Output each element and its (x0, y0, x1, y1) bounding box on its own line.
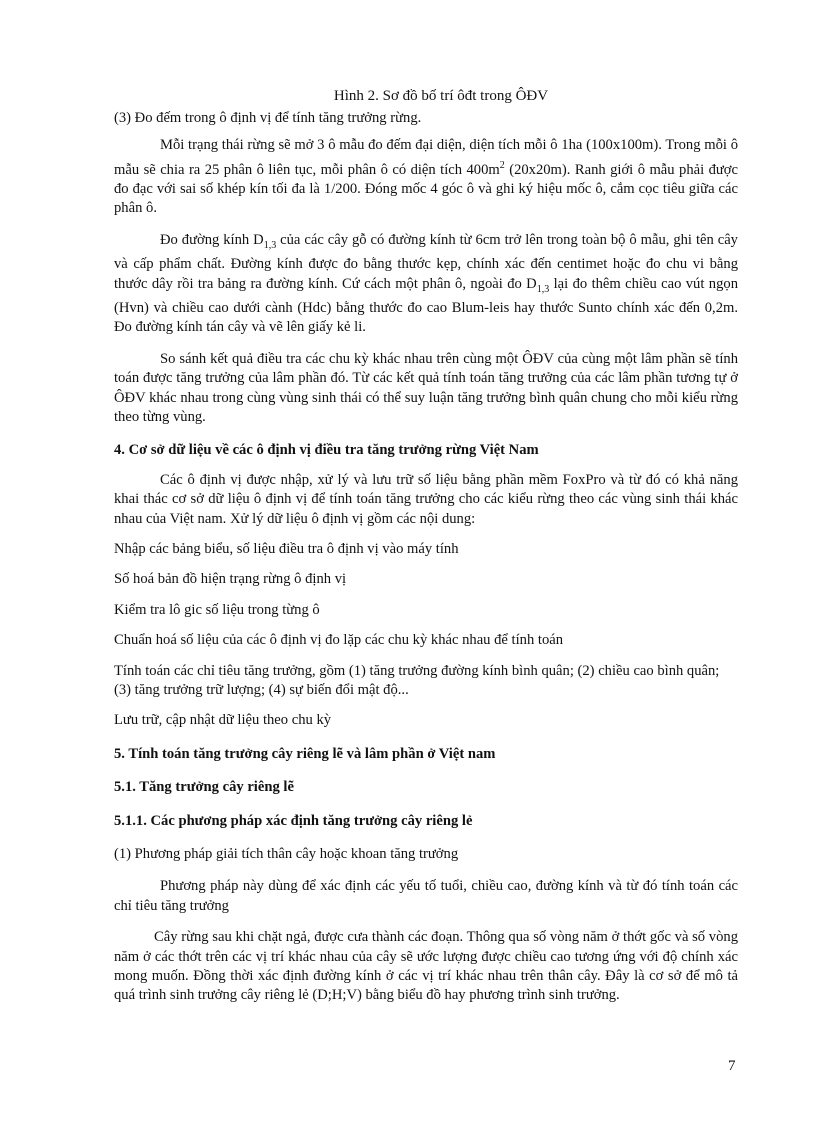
page-number: 7 (728, 1058, 736, 1074)
heading-4: 4. Cơ sở dữ liệu về các ô định vị điều tra tăng trưởng rừng Việt Nam (114, 442, 539, 459)
figure-caption: Hình 2. Sơ đồ bố trí ôđt trong ÔĐV (333, 88, 549, 104)
paragraph-6: Cây rừng sau khi chặt ngả, được cưa thành các đoạn. Thông qua số vòng năm ở thớt gốc và số vòng năm ở các thớt trên các vị trí khác nhau của cây sẽ ước lượng được chiều cao tương ứng với độ chính xác mong muốn. Đồng thời xác định đường kính ở các vị trí khác nhau trên thân cây. Đây là cơ sở để mô tả quá trình sinh trưởng cây riêng lẻ (D;H;V) bằng biểu đồ hay phương trình sinh trưởng. (114, 929, 738, 1004)
item-3: (3) Đo đếm trong ô định vị để tính tăng trưởng rừng. (114, 110, 422, 126)
p1-sup: 2 (499, 159, 505, 171)
p2-sub-2: 1,3 (536, 283, 550, 295)
heading-5-1-1: 5.1.1. Các phương pháp xác định tăng trưởng cây riêng lẻ (114, 812, 473, 829)
heading-5: 5. Tính toán tăng trưởng cây riêng lẽ và lâm phần ở Việt nam (114, 745, 496, 762)
paragraph-1 (114, 136, 738, 218)
p2-sub-1: 1,3 (263, 239, 277, 251)
list-item: Tính toán các chỉ tiêu tăng trưởng, gồm (1) tăng trưởng đường kính bình quân; (2) chiều cao bình quân; (3) tăng trưởng trữ lượng; (4) sự biến đổi mật độ... (114, 662, 720, 699)
list-item: Lưu trữ, cập nhật dữ liệu theo chu kỳ (114, 712, 332, 729)
list-item: Số hoá bản đồ hiện trạng rừng ô định vị (114, 571, 347, 588)
list-item: Kiểm tra lô gic số liệu trong từng ô (114, 601, 320, 618)
heading-5-1: 5.1. Tăng trưởng cây riêng lẽ (114, 779, 294, 796)
paragraph-2 (114, 231, 738, 338)
p2-c: lại đo thêm chiều cao vút ngọn (Hvn) và chiều cao dưới cành (Hdc) bằng thước đo cao Blum-leis hay thước Sunto chính xác đến 0,2m. Đo đường kính tán cây và vẽ lên giấy kẻ li. (114, 275, 738, 336)
p2-a: Đo đường kính D (160, 231, 264, 248)
paragraph-5: Phương pháp này dùng để xác định các yếu tố tuổi, chiều cao, đường kính và từ đó tính toán các chỉ tiêu tăng trưởng (114, 878, 738, 914)
p2-b: của các cây gỗ có đường kính từ 6cm trở lên trong toàn bộ ô mẫu, ghi tên cây và cấp phẩm chất. Đường kính được đo bằng thước kẹp, chính xác đến centimet hoặc đo chu vi bằng thước dây rồi tra bảng ra đường kính. Cứ cách một phân ô, ngoài đo D (114, 231, 738, 292)
paragraph-4: Các ô định vị được nhập, xử lý và lưu trữ số liệu bằng phần mềm FoxPro và từ đó có khả năng khai thác cơ sở dữ liệu ô định vị để tính toán tăng trưởng cho các kiểu rừng theo các vùng sinh thái khác nhau của Việt nam. Xử lý dữ liệu ô định vị gồm các nội dung: (114, 471, 738, 527)
p1-text-end: (20x20m). Ranh giới ô mẫu phải được đo đạc với sai số khép kín tối đa là 1/200. Đóng mốc 4 góc ô và ghi ký hiệu mốc ô, cắm cọc tiêu giữa các phân ô. (114, 161, 739, 217)
item-1: (1) Phương pháp giải tích thân cây hoặc khoan tăng trưởng (114, 846, 459, 863)
list-item: Chuẩn hoá số liệu của các ô định vị đo lặp các chu kỳ khác nhau để tính toán (114, 632, 564, 649)
paragraph-3: So sánh kết quả điều tra các chu kỳ khác nhau trên cùng một ÔĐV của cùng một lâm phần sẽ tính toán được tăng trưởng của lâm phần đó. Từ các kết quả tính toán tăng trưởng của các lâm phần tương tự ở ÔĐV khác nhau trong cùng vùng sinh thái có thể suy luận tăng trưởng bình quân chung cho mỗi kiểu rừng theo từng vùng. (114, 350, 738, 425)
list-item: Nhập các bảng biểu, số liệu điều tra ô định vị vào máy tính (114, 540, 459, 557)
p1-text: Mỗi trạng thái rừng sẽ mở 3 ô mẫu đo đếm đại diện, diện tích mỗi ô 1ha (100x100m). Trong mỗi ô mẫu sẽ chia ra 25 phân ô liên tục, mỗi phân ô có diện tích 400m (114, 137, 738, 178)
document-page (114, 88, 738, 1006)
